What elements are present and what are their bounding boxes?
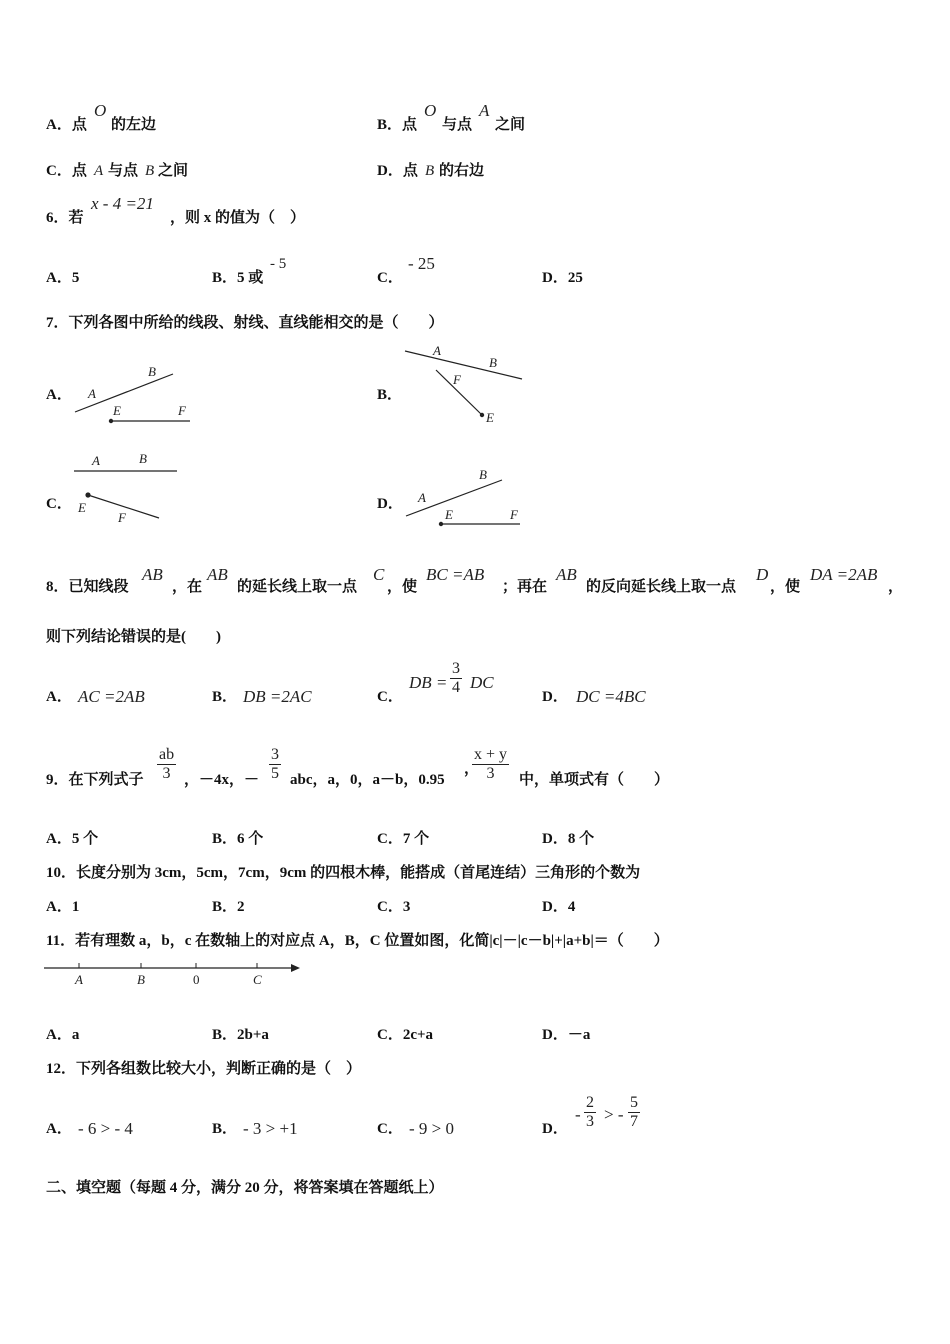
- q9-fraction-1: [157, 746, 176, 783]
- q6-option-a: A．5: [46, 270, 80, 286]
- q12-option-d-compare: > -: [604, 1105, 624, 1124]
- q8-var-ab1: AB: [142, 565, 163, 584]
- q9-stem-tail: 中，单项式有（ ）: [519, 772, 670, 788]
- q8-eq1: BC =AB: [426, 565, 485, 584]
- q11-option-d: D．－a: [542, 1027, 591, 1043]
- q11-option-a: A．a: [46, 1027, 80, 1043]
- q7a-label-f: F: [178, 403, 186, 418]
- q7-figure-a: [70, 360, 200, 430]
- q8-var-c: C: [373, 565, 385, 584]
- q8-option-c-rhs: DC: [470, 673, 494, 692]
- q11-option-b: B．2b+a: [212, 1027, 269, 1043]
- q6-option-b: B．5 或: [212, 270, 264, 286]
- q7d-label-e: E: [445, 507, 453, 522]
- q7d-label-a: A: [418, 490, 426, 505]
- q9-option-d: D．8 个: [542, 831, 595, 847]
- q9-terms-2: abc，a，0，a－b，0.95: [290, 772, 445, 788]
- q9-option-c: C．7 个: [377, 831, 430, 847]
- q7b-line-ab: [405, 351, 522, 379]
- q8-option-d-expr: DC =4BC: [576, 687, 646, 706]
- q12-option-d-fraction-2-numerator: 5: [630, 1094, 638, 1111]
- q8-option-d: D．: [542, 689, 568, 705]
- q8-part1: 8．已知线段: [46, 579, 129, 595]
- q8-part4: ，使: [387, 579, 418, 595]
- q11-stem: 11．若有理数 a，b，c 在数轴上的对应点 A，B，C 位置如图，化简|c|－|c－b|+|a+b|＝（ ）: [46, 933, 669, 949]
- q10-option-b: B．2: [212, 899, 245, 915]
- q7c-point-e: [85, 492, 90, 497]
- q8-part2: ，在: [172, 579, 203, 595]
- q6-expression: x - 4 =21: [91, 194, 154, 213]
- q9-option-a: A．5 个: [46, 831, 99, 847]
- q5-option-a-label: A．点: [46, 117, 87, 133]
- q12-option-d-fraction-1-numerator: 2: [586, 1094, 594, 1111]
- q7b-label-e: E: [486, 410, 494, 425]
- q7b-label-f: F: [453, 372, 461, 387]
- q10-option-d: D．4: [542, 899, 576, 915]
- q5-option-b-var1: O: [424, 101, 437, 120]
- q9-fraction-1-numerator: ab: [159, 746, 175, 763]
- q11-label-a: A: [75, 972, 83, 987]
- q5-option-b-mid: 与点: [442, 117, 473, 133]
- q7-option-a: A．: [46, 387, 72, 403]
- q7a-label-a: A: [88, 386, 96, 401]
- q12-option-b-expr: - 3 > +1: [243, 1119, 298, 1138]
- q9-fraction-2-numerator: 3: [271, 746, 279, 763]
- q5-option-c-var2: B: [145, 163, 155, 179]
- q7c-label-e: E: [78, 500, 86, 515]
- q8-eq2: DA =2AB: [810, 565, 878, 584]
- q8-option-c-fraction: [450, 660, 462, 697]
- q9-terms-1: ，－4x，－: [184, 772, 260, 788]
- q7a-label-b: B: [148, 364, 156, 379]
- q5-option-c-label: C．点: [46, 163, 87, 179]
- q8-option-a-expr: AC =2AB: [78, 687, 145, 706]
- q7-option-b: B．: [377, 387, 403, 403]
- q8-option-c-lhs: DB =: [409, 673, 448, 692]
- q12-option-d-fraction-2: [628, 1094, 640, 1131]
- q9-fraction-2-denominator: 5: [271, 765, 279, 782]
- q11-axis-arrow: [291, 964, 300, 972]
- q5-option-b-tail: 之间: [495, 117, 526, 133]
- q7-figure-d: [400, 465, 530, 535]
- q5-option-a-tail: 的左边: [111, 117, 157, 133]
- q7b-label-b: B: [489, 355, 497, 370]
- q9-fraction-3-denominator: 3: [486, 765, 495, 782]
- q7b-point-e: [480, 413, 484, 417]
- q11-label-o: 0: [193, 972, 200, 987]
- q7d-label-f: F: [510, 507, 518, 522]
- q5-option-d-tail: 的右边: [439, 163, 485, 179]
- q8-option-b-expr: DB =2AC: [243, 687, 312, 706]
- q5-option-c-mid: 与点: [108, 163, 139, 179]
- section-2-title: 二、填空题（每题 4 分，满分 20 分，将答案填在答题纸上）: [46, 1180, 444, 1196]
- q6-option-d: D．25: [542, 270, 583, 286]
- q12-stem: 12．下列各组数比较大小，判断正确的是（ ）: [46, 1061, 362, 1077]
- q8-line2: 则下列结论错误的是( ): [46, 629, 221, 645]
- q8-part5: ；再在: [502, 579, 548, 595]
- q8-var-d: D: [756, 565, 769, 584]
- q11-number-line: [44, 958, 304, 992]
- q5-option-c-var1: A: [94, 163, 104, 179]
- q9-fraction-3-numerator: x + y: [474, 746, 508, 763]
- q7-stem: 7．下列各图中所给的线段、射线、直线能相交的是（ ）: [46, 315, 444, 331]
- q5-option-b-label: B．点: [377, 117, 418, 133]
- q8-part7: ，使: [770, 579, 801, 595]
- q7d-point-e: [439, 522, 443, 526]
- q8-option-c-numerator: 3: [452, 660, 460, 677]
- q8-option-c-denominator: 4: [452, 679, 460, 696]
- q11-label-b: B: [137, 972, 145, 987]
- q8-part8: ，: [888, 579, 904, 595]
- q7d-label-b: B: [479, 467, 487, 482]
- q12-option-a: A．: [46, 1121, 72, 1137]
- q5-option-c-tail: 之间: [158, 163, 189, 179]
- q12-option-d-fraction-2-denominator: 7: [630, 1113, 638, 1130]
- q5-option-d-label: D．点: [377, 163, 418, 179]
- q7c-label-b: B: [139, 451, 147, 466]
- q8-var-ab3: AB: [556, 565, 577, 584]
- q12-option-b: B．: [212, 1121, 238, 1137]
- q7c-label-a: A: [92, 453, 100, 468]
- q12-option-d-fraction-1: [584, 1094, 596, 1131]
- q9-comma: ，: [464, 761, 480, 777]
- q7b-label-a: A: [433, 343, 441, 358]
- q11-label-c: C: [253, 972, 262, 987]
- q10-option-c: C．3: [377, 899, 411, 915]
- q5-option-a-var: O: [94, 101, 107, 120]
- q12-option-c-expr: - 9 > 0: [409, 1119, 454, 1138]
- q12-option-c: C．: [377, 1121, 403, 1137]
- q8-option-a: A．: [46, 689, 72, 705]
- q8-part6: 的反向延长线上取一点: [586, 579, 737, 595]
- q7-option-c: C．: [46, 496, 72, 512]
- q12-option-d-minus: -: [575, 1105, 581, 1124]
- q7a-label-e: E: [113, 403, 121, 418]
- q7a-point-e: [109, 419, 113, 423]
- q9-fraction-3: [472, 746, 509, 783]
- q6-number: 6．若: [46, 210, 84, 226]
- q9-stem-start: 9．在下列式子: [46, 772, 144, 788]
- q8-option-b: B．: [212, 689, 238, 705]
- q6-option-b-value: - 5: [270, 256, 287, 272]
- q9-option-b: B．6 个: [212, 831, 264, 847]
- q8-part3: 的延长线上取一点: [237, 579, 358, 595]
- q7c-label-f: F: [118, 510, 126, 525]
- q12-option-d: D．: [542, 1121, 568, 1137]
- q5-option-b-var2: A: [479, 101, 490, 120]
- q6-stem-tail: ，则 x 的值为（ ）: [170, 210, 306, 226]
- q7-option-d: D．: [377, 496, 403, 512]
- q5-option-d-var: B: [425, 163, 435, 179]
- q11-option-c: C．2c+a: [377, 1027, 434, 1043]
- q9-fraction-1-denominator: 3: [162, 765, 171, 782]
- q10-option-a: A．1: [46, 899, 80, 915]
- q7-figure-b: [400, 340, 530, 430]
- q8-var-ab2: AB: [207, 565, 228, 584]
- q8-option-c: C．: [377, 689, 403, 705]
- q6-option-c: C．: [377, 270, 403, 286]
- q10-stem: 10．长度分别为 3cm，5cm，7cm，9cm 的四根木棒，能搭成（首尾连结）三角形的个数为: [46, 865, 641, 881]
- q12-option-d-fraction-1-denominator: 3: [586, 1113, 594, 1130]
- q7-figure-c: [70, 448, 190, 528]
- q12-option-a-expr: - 6 > - 4: [78, 1119, 133, 1138]
- q6-option-c-value: - 25: [408, 254, 435, 273]
- q9-fraction-2: [269, 746, 281, 783]
